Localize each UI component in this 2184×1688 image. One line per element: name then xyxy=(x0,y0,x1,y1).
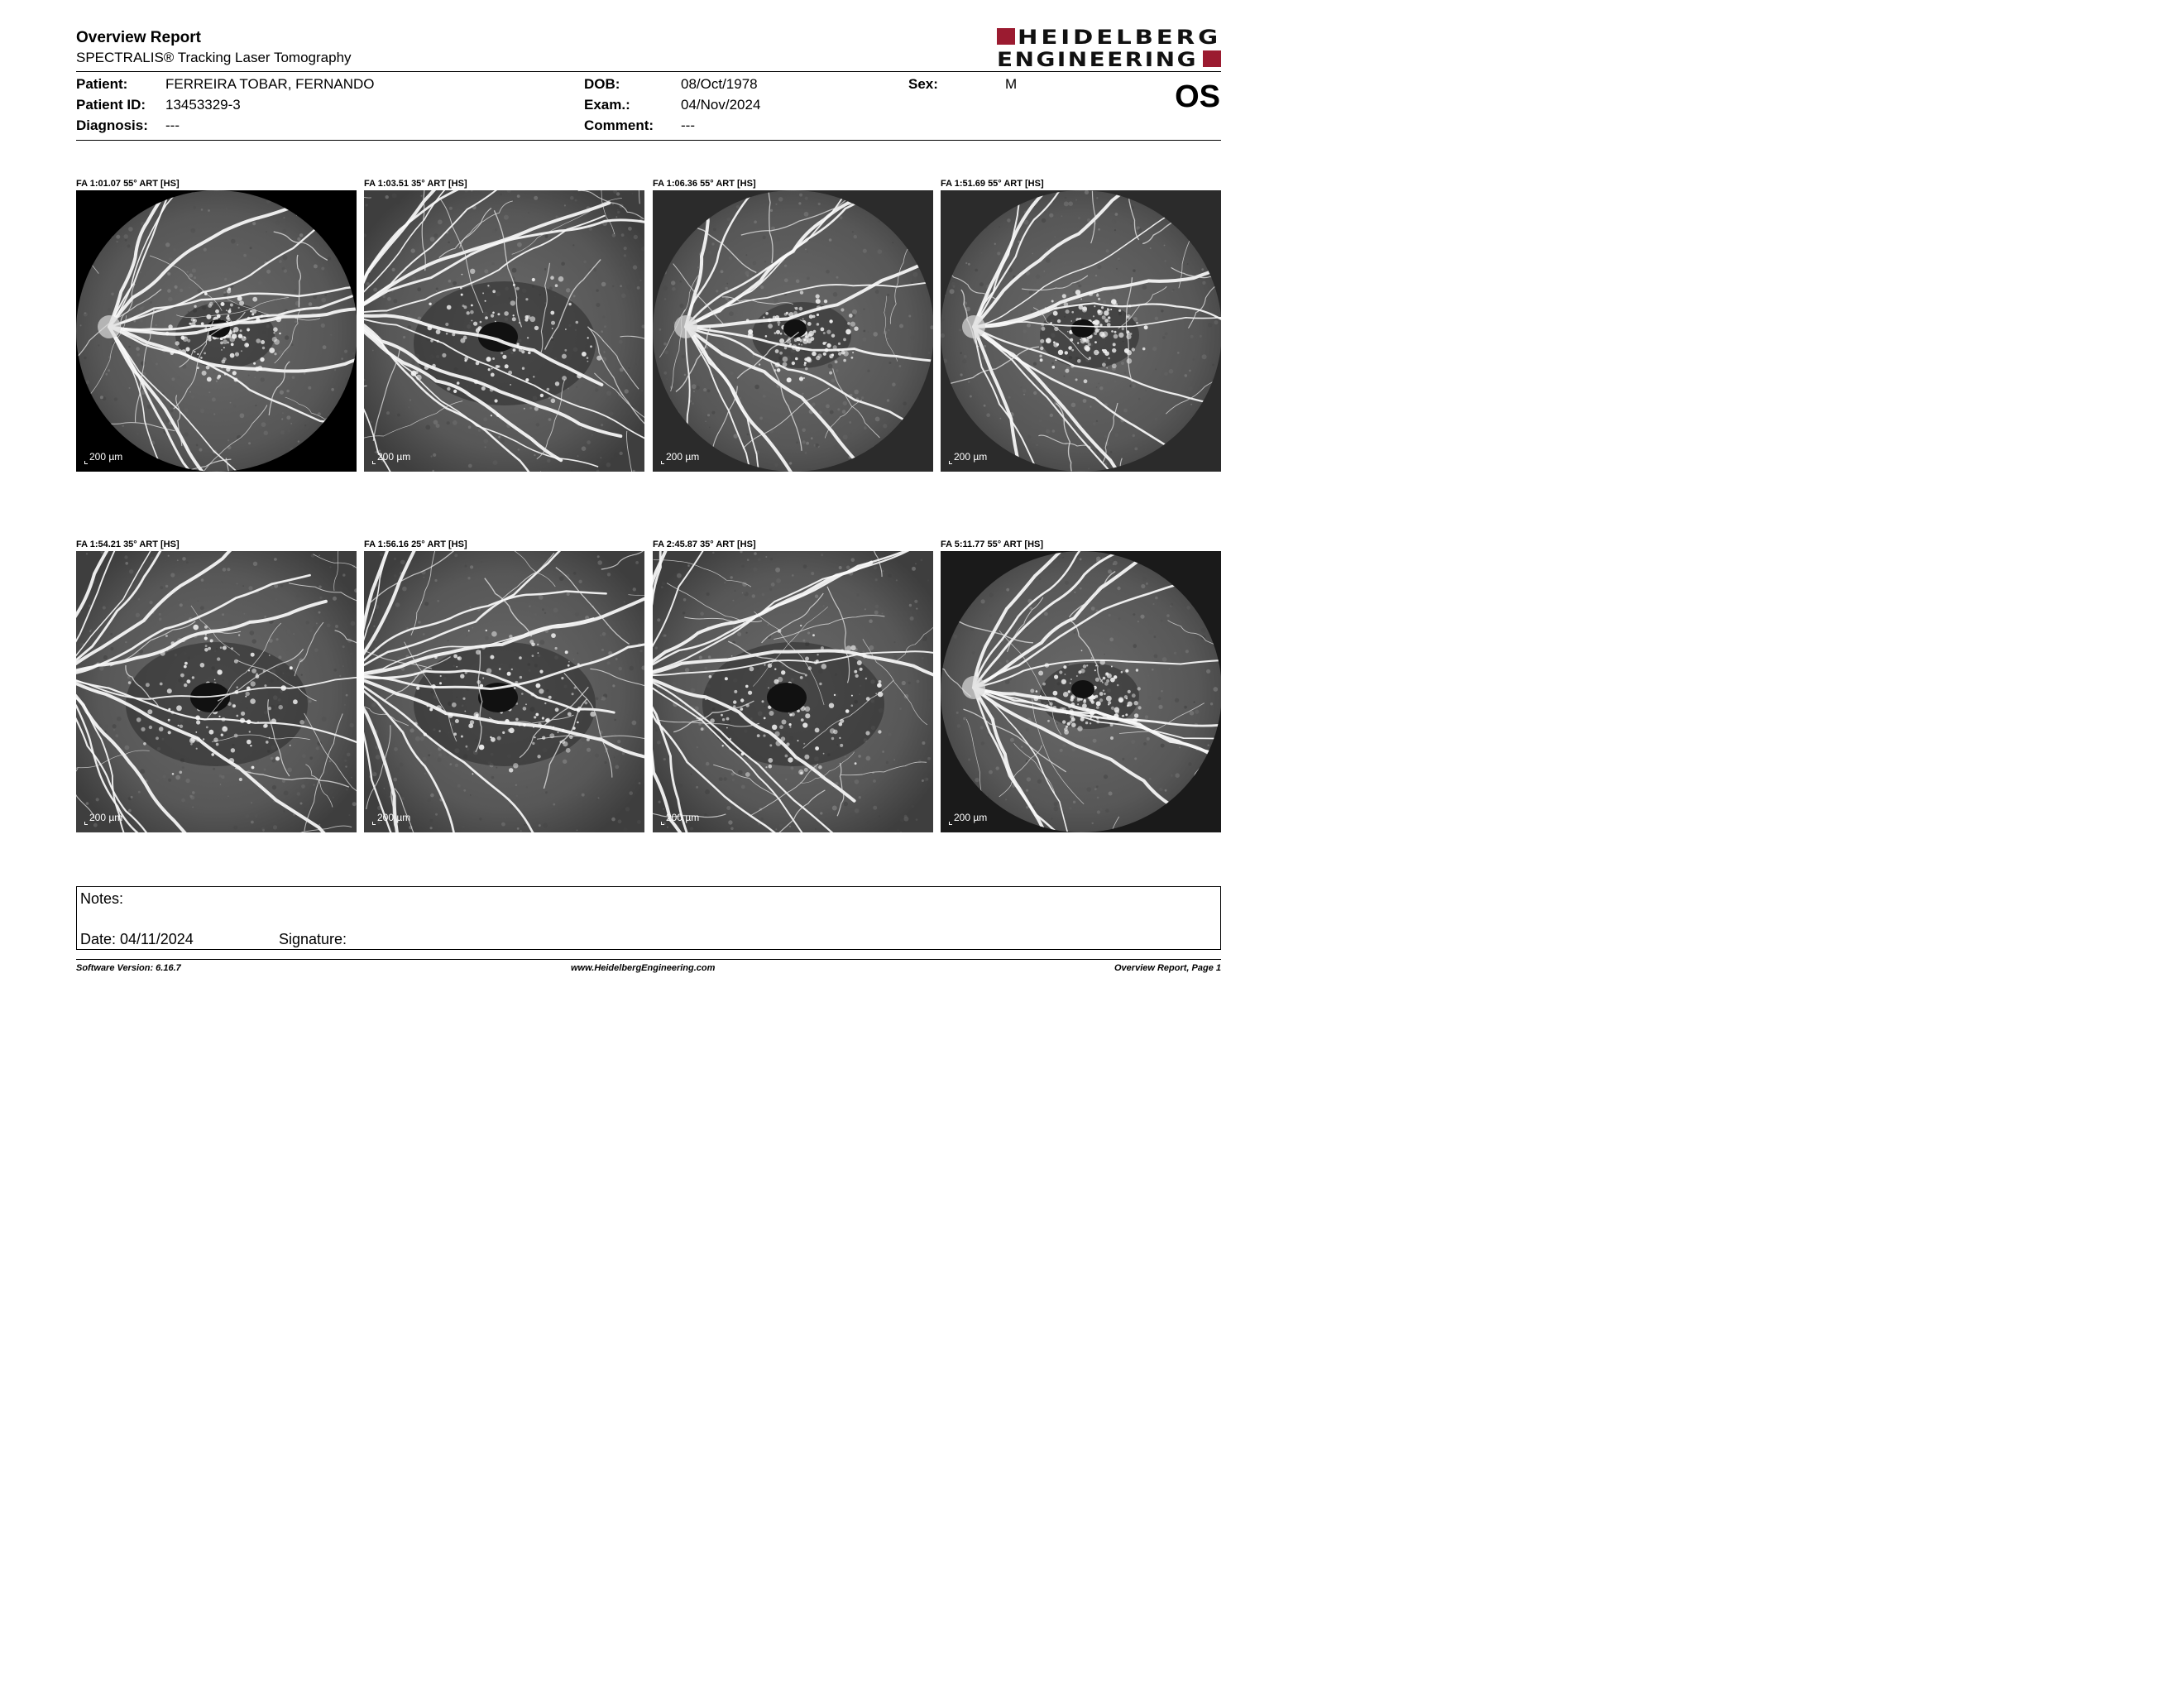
image-caption: FA 1:56.16 25° ART [HS] xyxy=(364,539,467,549)
scale-bar-icon xyxy=(661,822,664,825)
website-link[interactable]: www.HeidelbergEngineering.com xyxy=(571,963,716,973)
diagnosis-label: Diagnosis: xyxy=(76,117,148,133)
fundus-angiogram-image xyxy=(76,551,357,832)
scale-label: 200 µm xyxy=(666,451,700,463)
patient-id: 13453329-3 xyxy=(165,97,241,113)
scale-label: 200 µm xyxy=(89,451,123,463)
image-caption: FA 2:45.87 35° ART [HS] xyxy=(653,539,756,549)
scale-bar-icon xyxy=(661,461,664,464)
scale-label: 200 µm xyxy=(954,451,988,463)
fundus-angiogram-image xyxy=(364,190,644,472)
scale-bar-icon xyxy=(949,822,952,825)
signature-label: Signature: xyxy=(279,931,347,947)
angiogram-tile[interactable] xyxy=(653,551,933,832)
image-caption: FA 1:51.69 55° ART [HS] xyxy=(941,179,1044,189)
patient-id-label: Patient ID: xyxy=(76,97,146,113)
image-caption: FA 1:06.36 55° ART [HS] xyxy=(653,179,756,189)
sex-label: Sex: xyxy=(908,76,938,92)
angiogram-tile[interactable] xyxy=(364,551,644,832)
report-subtitle: SPECTRALIS® Tracking Laser Tomography xyxy=(76,50,352,65)
notes-label: Notes: xyxy=(80,890,124,907)
comment-value: --- xyxy=(681,117,695,133)
patient-name: FERREIRA TOBAR, FERNANDO xyxy=(165,76,375,92)
dob-label: DOB: xyxy=(584,76,620,92)
header-divider xyxy=(76,71,1221,72)
image-caption: FA 1:54.21 35° ART [HS] xyxy=(76,539,180,549)
heidelberg-logo-graphic xyxy=(997,27,1221,69)
scale-label: 200 µm xyxy=(666,812,700,823)
fundus-angiogram-image xyxy=(941,190,1221,472)
scale-bar-icon xyxy=(372,822,376,825)
angiogram-tile[interactable] xyxy=(76,551,357,832)
footer-divider xyxy=(76,959,1221,960)
scale-bar-icon xyxy=(84,822,88,825)
scale-label: 200 µm xyxy=(954,812,988,823)
page-number: Overview Report, Page 1 xyxy=(1114,963,1221,973)
image-caption: FA 5:11.77 55° ART [HS] xyxy=(941,539,1044,549)
scale-label: 200 µm xyxy=(89,812,123,823)
fundus-angiogram-image xyxy=(653,190,933,472)
eye-indicator: OS xyxy=(1175,79,1220,114)
exam-date: 04/Nov/2024 xyxy=(681,97,761,113)
patient-divider xyxy=(76,140,1221,141)
angiogram-tile[interactable] xyxy=(653,190,933,472)
report-title: Overview Report xyxy=(76,29,201,46)
fundus-angiogram-image xyxy=(364,551,644,832)
brand-line-2: ENGINEERING xyxy=(997,48,1198,69)
angiogram-tile[interactable] xyxy=(941,551,1221,832)
notes-box[interactable] xyxy=(76,886,1221,950)
diagnosis-value: --- xyxy=(165,117,180,133)
date-label: Date: 04/11/2024 xyxy=(80,931,194,947)
scale-bar-icon xyxy=(372,461,376,464)
angiogram-tile[interactable] xyxy=(941,190,1221,472)
patient-label: Patient: xyxy=(76,76,128,92)
comment-label: Comment: xyxy=(584,117,654,133)
scale-bar-icon xyxy=(84,461,88,464)
scale-label: 200 µm xyxy=(377,812,411,823)
heidelberg-logo xyxy=(997,27,1221,69)
exam-label: Exam.: xyxy=(584,97,630,113)
image-caption: FA 1:03.51 35° ART [HS] xyxy=(364,179,467,189)
angiogram-tile[interactable] xyxy=(76,190,357,472)
fundus-angiogram-image xyxy=(76,190,357,472)
scale-label: 200 µm xyxy=(377,451,411,463)
scale-bar-icon xyxy=(949,461,952,464)
dob-value: 08/Oct/1978 xyxy=(681,76,758,92)
angiogram-tile[interactable] xyxy=(364,190,644,472)
sex-value: M xyxy=(1005,76,1018,92)
brand-line-1: HEIDELBERG xyxy=(1018,27,1221,49)
fundus-angiogram-image xyxy=(941,551,1221,832)
fundus-angiogram-image xyxy=(653,551,933,832)
image-caption: FA 1:01.07 55° ART [HS] xyxy=(76,179,180,189)
software-version: Software Version: 6.16.7 xyxy=(76,963,181,973)
